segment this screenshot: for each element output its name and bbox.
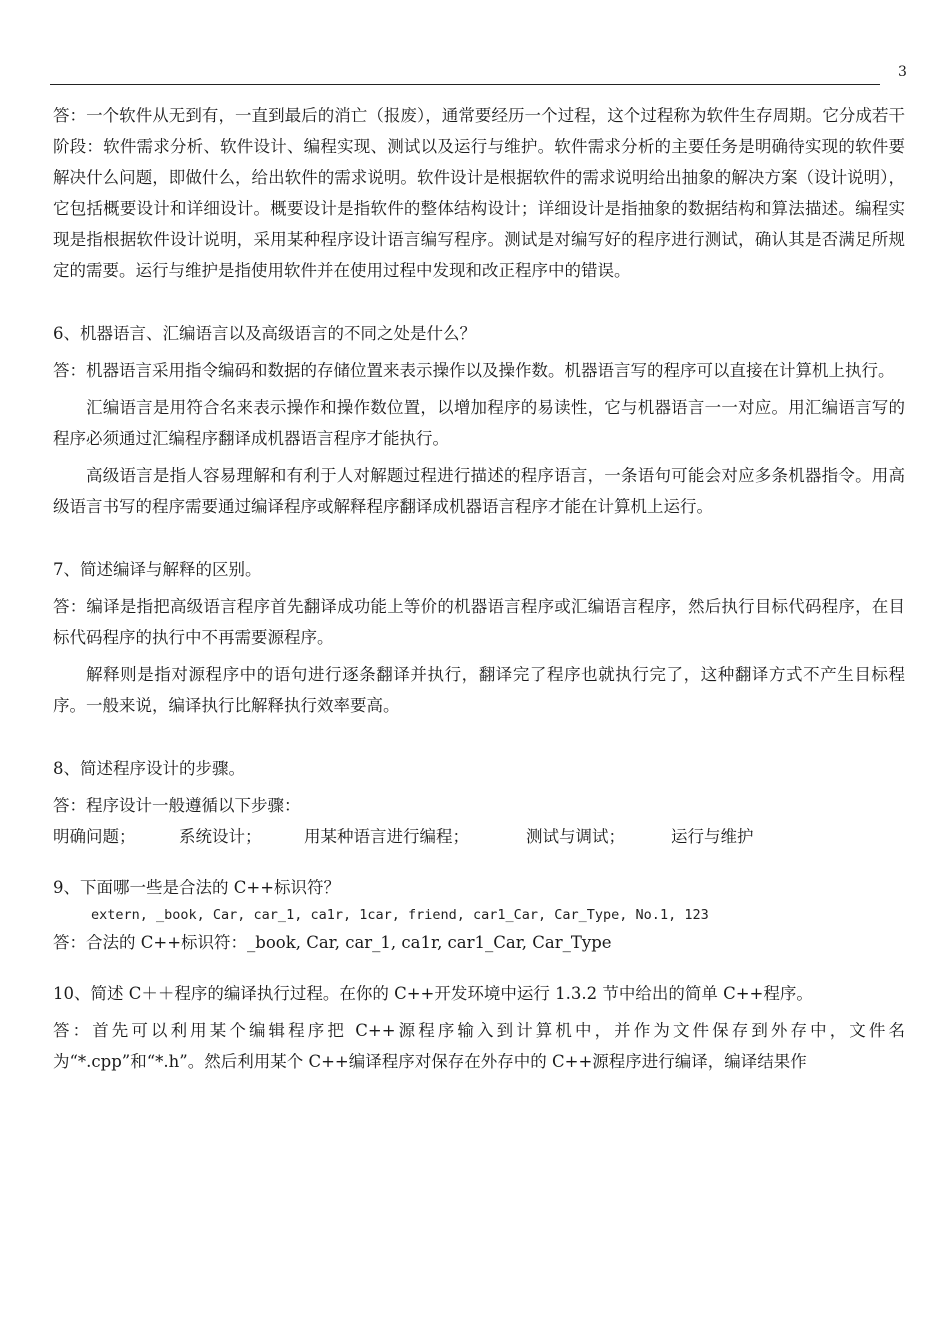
answer-6-p3: 高级语言是指人容易理解和有利于人对解题过程进行描述的程序语言，一条语句可能会对应多条机器指令。用高级语言书写的程序需要通过编译程序或解释程序翻译成机器语言程序才能在计算机上运行。	[53, 466, 905, 516]
answer-7-p1: 答：编译是指把高级语言程序首先翻译成功能上等价的机器语言程序或汇编语言程序，然后执行目标代码程序，在目标代码程序的执行中不再需要源程序。	[53, 597, 905, 647]
step-item: 明确问题；	[53, 827, 136, 846]
steps-list	[53, 821, 905, 852]
step-item: 用某种语言进行编程；	[304, 827, 469, 846]
question-10: 10、简述 C＋＋程序的编译执行过程。在你的 C++开发环境中运行 1.3.2 节中给出的简单 C++程序。	[53, 984, 813, 1003]
step-item: 运行与维护	[671, 827, 754, 846]
answer-6-p1: 答：机器语言采用指令编码和数据的存储位置来表示操作以及操作数。机器语言写的程序可以直接在计算机上执行。	[53, 361, 895, 380]
document-body	[53, 100, 905, 1077]
identifier-code-list: extern, _book, Car, car_1, ca1r, 1car, friend, car1_Car, Car_Type, No.1, 123	[91, 907, 709, 923]
answer-6-p2: 汇编语言是用符合名来表示操作和操作数位置，以增加程序的易读性，它与机器语言一一对应。用汇编语言写的程序必须通过汇编程序翻译成机器语言程序才能执行。	[53, 398, 905, 448]
answer-8-intro: 答：程序设计一般遵循以下步骤：	[53, 796, 301, 815]
answer-9: 答：合法的 C++标识符：_book, Car, car_1, ca1r, car1_Car, Car_Type	[53, 933, 612, 952]
question-6: 6、机器语言、汇编语言以及高级语言的不同之处是什么？	[53, 324, 476, 343]
step-item: 测试与调试；	[526, 827, 625, 846]
question-9: 9、下面哪一些是合法的 C++标识符？	[53, 878, 341, 897]
step-item: 系统设计；	[179, 827, 262, 846]
answer-10: 答：首先可以利用某个编辑程序把 C++源程序输入到计算机中，并作为文件保存到外存中，文件名为“*.cpp”和“*.h”。然后利用某个 C++编译程序对保存在外存中的 C++源程序进行编译，编译结果作	[53, 1021, 905, 1071]
answer-5: 答：一个软件从无到有，一直到最后的消亡（报废），通常要经历一个过程，这个过程称为软件生存周期。它分成若干阶段：软件需求分析、软件设计、编程实现、测试以及运行与维护。软件需求分析的主要任务是明确待实现的软件要解决什么问题，即做什么，给出软件的需求说明。软件设计是根据软件的需求说明给出抽象的解决方案（设计说明），它包括概要设计和详细设计。概要设计是指软件的整体结构设计；详细设计是指抽象的数据结构和算法描述。编程实现是指根据软件设计说明，采用某种程序设计语言编写程序。测试是对编写好的程序进行测试，确认其是否满足所规定的需要。运行与维护是指使用软件并在使用过程中发现和改正程序中的错误。	[53, 106, 905, 280]
header-rule	[50, 84, 880, 85]
question-8: 8、简述程序设计的步骤。	[53, 759, 245, 778]
answer-7-p2: 解释则是指对源程序中的语句进行逐条翻译并执行，翻译完了程序也就执行完了，这种翻译方式不产生目标程序。一般来说，编译执行比解释执行效率要高。	[53, 665, 905, 715]
page-number: 3	[898, 64, 907, 80]
question-7: 7、简述编译与解释的区别。	[53, 560, 262, 579]
